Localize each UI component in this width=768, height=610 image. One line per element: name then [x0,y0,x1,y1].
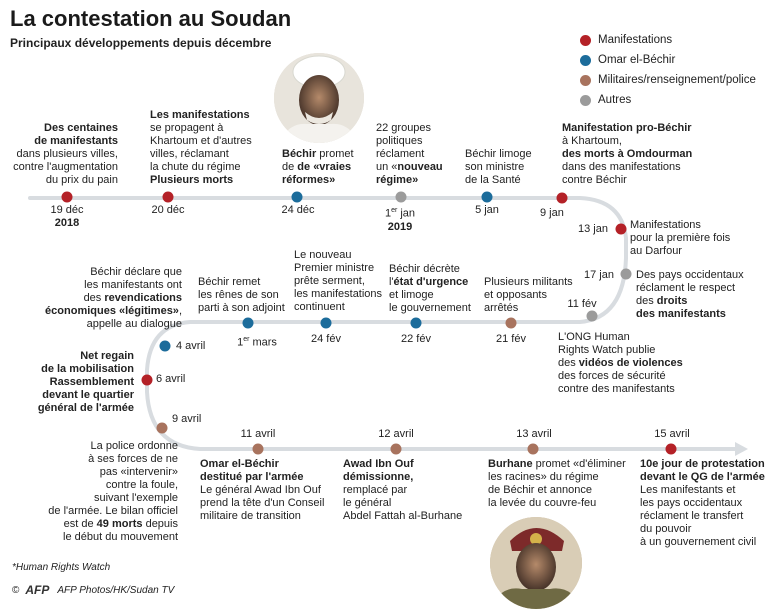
page-title: La contestation au Soudan [10,6,292,31]
timeline-arrow-icon [735,442,748,456]
legend-label: Militaires/renseignement/police [598,74,756,86]
event-date: 22 fév [401,333,431,345]
event-text: Béchir limoge [465,148,532,160]
event-text: Manifestations [630,219,701,231]
legend-label: Autres [598,94,632,106]
event-text: contre l'augmentation [13,161,118,173]
event-dot [142,375,153,386]
event-9-jan [562,122,732,187]
event-text: est de 49 morts depuis [63,518,178,530]
event-24-dec [282,148,372,187]
page-subtitle: Principaux développements depuis décembre [10,36,272,50]
event-date: 11 fév [567,298,597,310]
event-19-dec [8,122,118,187]
event-dot [557,193,568,204]
event-text: contre Béchir [562,174,627,186]
event-date: 11 avril [240,428,276,440]
event-dot [160,341,171,352]
event-dot [587,311,598,322]
event-text: du pouvoir [640,523,692,535]
event-text: militaire de transition [200,510,301,522]
event-22-fev [389,263,489,315]
event-text: contre la foule, [105,479,178,491]
event-date: 24 fév [311,333,341,345]
event-date: 21 fév [496,333,526,345]
event-text: politiques [376,135,423,147]
event-text: de de «vraies [282,161,352,173]
legend-label: Manifestations [598,34,673,46]
event-text: la levée du couvre-feu [488,497,597,509]
event-text: à ses forces de ne [88,453,178,465]
event-text: destitué par l'armée [200,471,304,483]
event-date: 9 jan [540,207,564,219]
event-text: réclament le respect [636,282,736,294]
event-text: Omar el-Béchir [200,458,279,470]
event-12-avril [343,458,483,523]
event-text: et limoge [389,289,434,301]
event-20-dec [150,109,270,187]
event-text: continuent [294,301,345,313]
event-date: 9 avril [172,413,202,425]
event-text: 10e jour de protestation [640,458,765,470]
event-text: suivant l'exemple [93,492,178,504]
event-text: de Béchir et annonce [488,484,592,496]
footnote: *Human Rights Watch [12,562,111,573]
event-text: Béchir promet [282,148,354,160]
event-text: devant le QG de l'armée [640,471,765,483]
event-text: prête serment, [294,275,365,287]
event-text: Rights Watch publie [558,344,656,356]
event-text: réclament le transfert [640,510,744,522]
event-date: 17 jan [584,269,614,281]
event-13-avril [488,458,638,510]
event-text: Des pays occidentaux [636,269,744,281]
event-text: le début du mouvement [63,531,178,543]
event-text: pas «intervenir» [99,466,178,478]
event-text: Abdel Fattah al-Burhane [343,510,463,522]
event-text: Béchir remet [198,276,261,288]
event-text: et opposants [484,289,547,301]
event-text: contre des manifestants [558,383,675,395]
event-date: 20 déc [151,204,185,216]
event-dot [391,444,402,455]
copyright-icon: © [12,584,20,596]
event-text: Awad Ibn Ouf [343,458,414,470]
event-dot [163,192,174,203]
event-text: arrêtés [484,302,519,314]
event-dot [396,192,407,203]
event-dot [666,444,677,455]
event-text: Plusieurs morts [150,174,234,186]
event-text: Burhane promet «d'éliminer [488,458,626,470]
event-date: 24 déc [281,204,315,216]
event-dot [62,192,73,203]
event-text: les manifestants ont [84,279,182,291]
event-text: des morts à Omdourman [562,148,693,160]
event-dot [157,423,168,434]
event-6-avril [22,350,134,415]
event-text: Premier ministre [294,262,375,274]
event-text: Les manifestations [150,109,250,121]
burhane-photo [490,517,582,609]
event-text: Rassemblement [49,376,134,388]
event-text: réformes» [282,174,336,186]
event-text: les racines» du régime [488,471,599,483]
event-text: des forces de sécurité [558,370,666,382]
event-text: se propagent à [150,122,224,134]
event-text: prend la tête d'un Conseil [200,497,325,509]
event-text: Net regain [80,350,134,362]
event-text: L'ONG Human [558,331,630,343]
event-text: le gouvernement [389,302,471,314]
event-date: 15 avril [654,428,690,440]
event-text: remplacé par [343,484,408,496]
event-dot [253,444,264,455]
event-text: Le nouveau [294,249,352,261]
event-text: au Darfour [630,245,682,257]
event-17-jan [636,269,766,321]
event-text: démissionne, [343,471,414,483]
event-text: Le général Awad Ibn Ouf [200,484,321,496]
event-date: 1er mars [237,336,277,349]
event-text: les rênes de son [198,289,279,301]
event-dot [321,318,332,329]
event-text: parti à son adjoint [198,302,285,314]
event-text: des droits [636,295,688,307]
credit [12,583,174,597]
bechir-photo [274,53,364,143]
event-text: Khartoum et d'autres [150,135,252,147]
event-text: La police ordonne [90,440,178,452]
event-dot [506,318,517,329]
event-text: la chute du régime [150,161,241,173]
event-11-avril [200,458,350,523]
event-dot [292,192,303,203]
event-dot [621,269,632,280]
event-15-avril [640,458,766,549]
event-text: pour la première fois [630,232,731,244]
event-date: 5 jan [475,204,499,216]
event-text: général de l'armée [37,402,134,414]
event-text: devant le quartier [42,389,134,401]
event-11-fev [558,331,718,396]
event-text: le général [343,497,392,509]
event-date: 13 avril [516,428,552,440]
event-text: à Khartoum, [562,135,622,147]
event-date: 4 avril [176,340,206,352]
event-date: 1er jan 2019 [384,207,416,233]
event-dot [482,192,493,203]
event-text: appelle au dialogue [86,318,182,330]
event-text: de l'armée. Le bilan officiel [48,505,178,517]
event-text: dans des manifestations [562,161,681,173]
event-5-jan [465,148,555,187]
event-9-avril [30,440,178,544]
event-text: à un gouvernement civil [640,536,757,548]
event-date: 12 avril [378,428,414,440]
event-text: de la Santé [465,174,521,186]
legend-label: Omar el-Béchir [598,54,676,66]
event-text: villes, réclamant [150,148,229,160]
event-21-fev [484,276,584,315]
event-13-jan [630,219,760,258]
event-text: des manifestants [636,308,726,320]
event-text: un «nouveau [376,161,443,173]
event-text: régime» [376,174,419,186]
event-text: des revendications [83,292,182,304]
afp-logo: AFP [25,583,50,597]
event-text: l'état d'urgence [389,276,469,288]
event-date: 6 avril [156,373,186,385]
credit-text: AFP Photos/HK/Sudan TV [57,584,175,596]
event-text: Plusieurs militants [484,276,573,288]
event-text: 22 groupes [376,122,432,134]
event-text: réclament [376,148,425,160]
event-text: de la mobilisation [41,363,134,375]
event-text: de manifestants [34,135,118,147]
event-text: Béchir déclare que [90,266,182,278]
event-text: Les manifestants et [640,484,736,496]
event-1-jan [376,122,466,187]
event-dot [616,224,627,235]
event-date: 13 jan [578,223,608,235]
event-dot [411,318,422,329]
event-dot [243,318,254,329]
event-text: Des centaines [44,122,118,134]
event-4-avril [30,266,182,331]
event-text: dans plusieurs villes, [16,148,118,160]
event-text: du prix du pain [45,174,118,186]
event-text: son ministre [465,161,525,173]
event-text: des vidéos de violences [558,357,683,369]
event-text: Béchir décrète [389,263,460,275]
event-text: Manifestation pro-Béchir [562,122,692,134]
event-text: économiques «légitimes», [45,305,182,317]
event-date: 19 déc 2018 [50,204,84,229]
event-dot [528,444,539,455]
event-text: les manifestations [294,288,383,300]
event-1-mars [198,276,298,315]
event-text: les pays occidentaux [640,497,743,509]
event-24-fev [294,249,394,314]
